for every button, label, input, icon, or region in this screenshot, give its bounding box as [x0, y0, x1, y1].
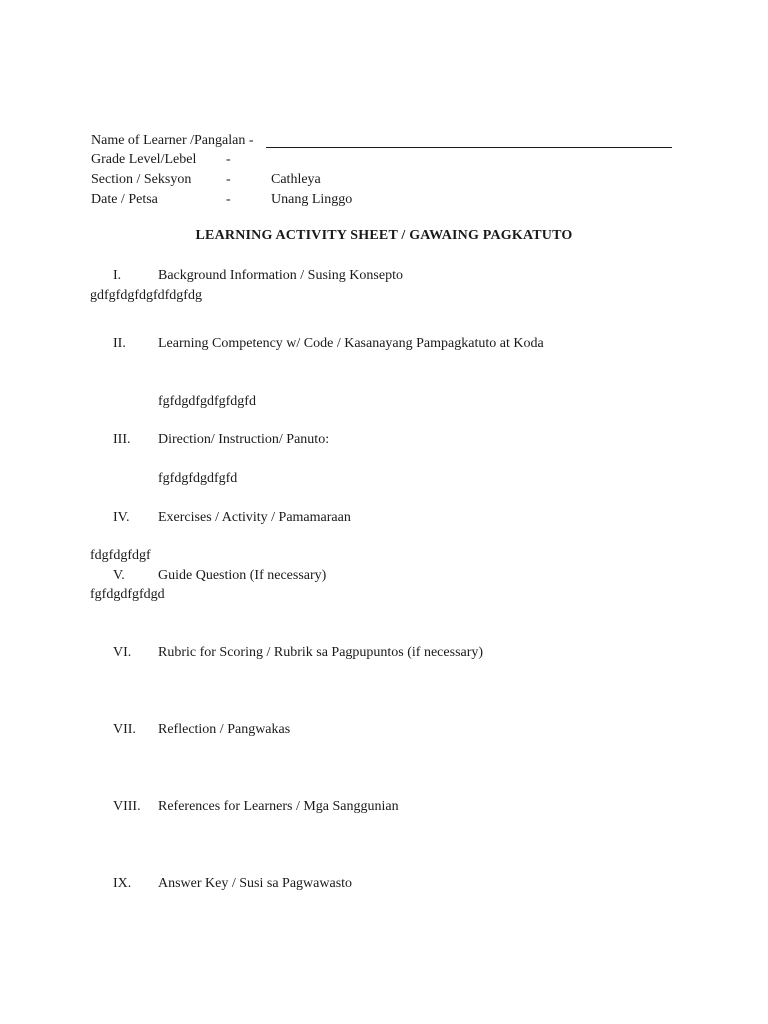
section-value: Cathleya — [271, 172, 321, 187]
section-heading: Exercises / Activity / Pamamaraan — [158, 510, 351, 525]
section-number: VII. — [113, 722, 136, 737]
section-number: VIII. — [113, 799, 141, 814]
section-heading: Learning Competency w/ Code / Kasanayang Pampagkatuto at Koda — [158, 336, 544, 351]
section-content: fdgfdgfdgf — [90, 548, 151, 563]
section-dash: - — [226, 172, 231, 187]
section-content: fgfdgdfgdfgfdgfd — [158, 394, 256, 409]
section-label: Section / Seksyon — [91, 172, 192, 187]
section-number: I. — [113, 268, 122, 283]
section-heading: Direction/ Instruction/ Panuto: — [158, 432, 330, 447]
grade-level-dash: - — [226, 152, 231, 167]
section-number: II. — [113, 336, 126, 351]
section-number: V. — [113, 568, 125, 583]
document-title: LEARNING ACTIVITY SHEET / GAWAING PAGKATUTO — [195, 228, 573, 243]
name-of-learner-blank-line[interactable] — [266, 147, 672, 148]
section-number: IX. — [113, 876, 132, 891]
section-heading: Rubric for Scoring / Rubrik sa Pagpupuntos (if necessary) — [158, 645, 484, 660]
section-number: VI. — [113, 645, 132, 660]
section-number: III. — [113, 432, 131, 447]
grade-level-label: Grade Level/Lebel — [91, 152, 197, 167]
section-heading: Answer Key / Susi sa Pagwawasto — [158, 876, 353, 891]
section-number: IV. — [113, 510, 130, 525]
section-content: fgfdgdfgfdgd — [90, 587, 165, 602]
section-content: gdfgfdgfdgfdfdgfdg — [90, 288, 202, 303]
section-heading: Background Information / Susing Konsepto — [158, 268, 403, 283]
name-of-learner-label: Name of Learner /Pangalan - — [91, 133, 254, 148]
section-heading: Reflection / Pangwakas — [158, 722, 291, 737]
section-heading: Guide Question (If necessary) — [158, 568, 327, 583]
date-dash: - — [226, 192, 231, 207]
date-value: Unang Linggo — [271, 192, 353, 207]
section-content: fgfdgfdgdfgfd — [158, 471, 238, 486]
date-label: Date / Petsa — [91, 192, 158, 207]
section-heading: References for Learners / Mga Sanggunian — [158, 799, 399, 814]
